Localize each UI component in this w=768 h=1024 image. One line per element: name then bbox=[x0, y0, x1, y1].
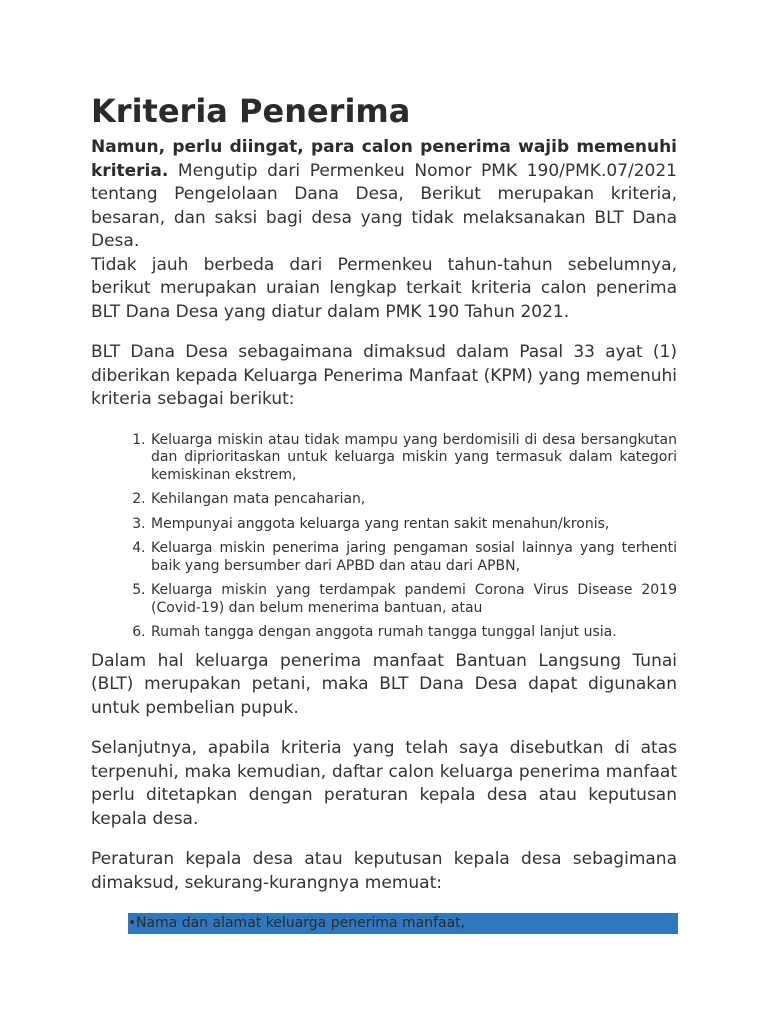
criteria-item: 5. Keluarga miskin yang terdampak pandemi Corona Virus Disease 2019 (Covid-19) dan belum menerima bantuan, atau bbox=[150, 582, 677, 617]
paragraph-5: Selanjutnya, apabila kriteria yang telah saya disebutkan di atas terpenuhi, maka kemudian, daftar calon keluarga penerima manfaat perlu ditetapkan dengan peraturan kepala desa atau keputusan kepala desa. bbox=[91, 738, 677, 829]
criteria-list bbox=[91, 432, 677, 642]
contents-list-item-text: Nama dan alamat keluarga penerima manfaat, bbox=[136, 915, 466, 931]
criteria-item: 1. Keluarga miskin atau tidak mampu yang berdomisili di desa bersangkutan dan diprioritaskan untuk keluarga miskin yang termasuk dalam kategori kemiskinan ekstrem, bbox=[150, 432, 677, 485]
intro-rest: Mengutip dari Permenkeu Nomor PMK 190/PMK.07/2021 tentang Pengelolaan Dana Desa, Berikut merupakan kriteria, besaran, dan saksi bagi desa yang tidak melaksanakan BLT Dana Desa. bbox=[91, 160, 677, 251]
contents-list bbox=[128, 913, 678, 934]
criteria-item: 3. Mempunyai anggota keluarga yang rentan sakit menahun/kronis, bbox=[150, 516, 677, 534]
bullet-icon: • bbox=[128, 915, 137, 931]
paragraph-3: BLT Dana Desa sebagaimana dimaksud dalam Pasal 33 ayat (1) diberikan kepada Keluarga Penerima Manfaat (KPM) yang memenuhi kriteria sebagai berikut: bbox=[91, 342, 677, 409]
page-title: Kriteria Penerima bbox=[91, 92, 411, 130]
intro-paragraph bbox=[91, 136, 677, 254]
contents-list-item bbox=[128, 913, 678, 934]
criteria-item: 4. Keluarga miskin penerima jaring pengaman sosial lainnya yang terhenti baik yang bersumber dari APBD dan atau dari APBN, bbox=[150, 540, 677, 575]
paragraph-6: Peraturan kepala desa atau keputusan kepala desa sebagimana dimaksud, sekurang-kurangnya memuat: bbox=[91, 849, 677, 893]
document-page bbox=[91, 92, 677, 934]
criteria-item: 2. Kehilangan mata pencaharian, bbox=[150, 491, 677, 509]
criteria-item: 6. Rumah tangga dengan anggota rumah tangga tunggal lanjut usia. bbox=[150, 624, 677, 642]
paragraph-2: Tidak jauh berbeda dari Permenkeu tahun-tahun sebelumnya, berikut merupakan uraian lengkap terkait kriteria calon penerima BLT Dana Desa yang diatur dalam PMK 190 Tahun 2021. bbox=[91, 254, 677, 322]
intro-bold-lead: Namun, perlu diingat, para calon penerima wajib memenuhi kriteria. bbox=[91, 137, 677, 181]
paragraph-4: Dalam hal keluarga penerima manfaat Bantuan Langsung Tunai (BLT) merupakan petani, maka BLT Dana Desa dapat digunakan untuk pembelian pupuk. bbox=[91, 650, 677, 718]
